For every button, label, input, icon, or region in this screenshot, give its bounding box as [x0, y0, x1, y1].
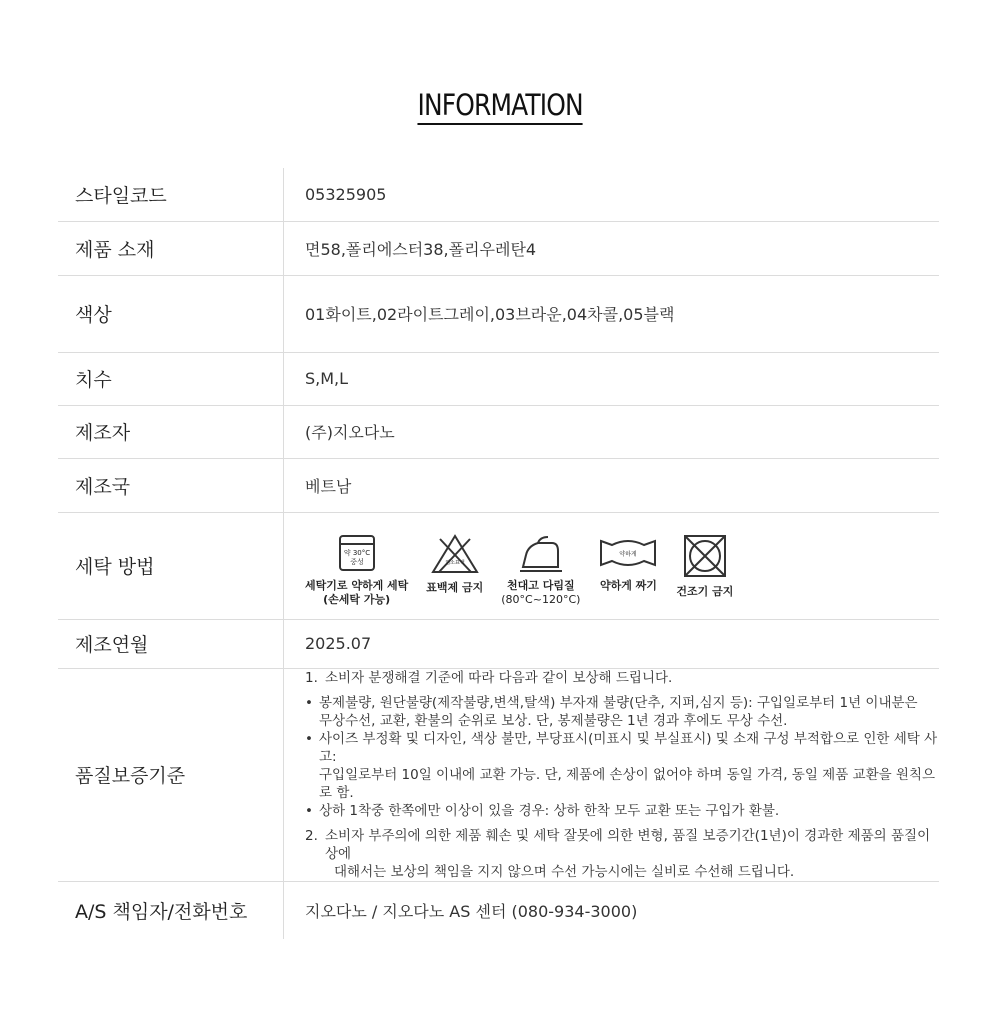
row-label: 스타일코드 — [58, 168, 284, 221]
wash-label-line: 천대고 다림질 — [507, 578, 575, 592]
bullet-line: 사이즈 부정확 및 디자인, 색상 불만, 부당표시(미표시 및 부실표시) 및 소재 구성 부적합으로 인한 세탁 사고: — [319, 730, 938, 765]
table-row — [58, 221, 939, 275]
quality-guarantee-text — [305, 669, 939, 881]
no-bleach-text: 염소표백 — [445, 559, 465, 566]
table-row — [58, 881, 939, 939]
no-bleach-icon — [430, 533, 480, 575]
no-tumble-dry-icon — [682, 533, 728, 579]
quality-item-text: 소비자 분쟁해결 기준에 따라 다음과 같이 보상해 드립니다. — [325, 669, 673, 686]
row-label: 색상 — [58, 275, 284, 352]
page-title-wrap — [0, 88, 1000, 125]
row-value: 면58,폴리에스터38,폴리우레탄4 — [305, 239, 537, 259]
row-label: 제품 소재 — [58, 221, 284, 275]
bullet-line: 구입일로부터 10일 이내에 교환 가능. 단, 제품에 손상이 없어야 하며 동일 가격, 동일 제품 교환을 원칙으로 함. — [319, 766, 936, 801]
wash-neutral-text: 중성 — [349, 557, 364, 566]
bullet-line: 상하 1착중 한쪽에만 이상이 있을 경우: 상하 한착 모두 교환 또는 구입가 환불. — [319, 802, 780, 819]
row-value: S,M,L — [305, 369, 349, 388]
table-row — [58, 619, 939, 668]
quality-item — [305, 827, 939, 881]
row-label: 제조연월 — [58, 619, 284, 668]
row-label: 품질보증기준 — [58, 668, 284, 881]
table-row — [58, 668, 939, 881]
quality-item-number: 1. — [305, 669, 318, 686]
row-value: 지오다노 / 지오다노 AS 센터 (080-934-3000) — [305, 901, 638, 921]
row-label: 세탁 방법 — [58, 512, 284, 619]
quality-bullet — [305, 694, 939, 730]
row-label: 치수 — [58, 352, 284, 405]
wash-item — [598, 533, 658, 593]
wash-item — [676, 533, 733, 599]
wash-label — [305, 579, 408, 607]
wash-item — [426, 533, 483, 595]
table-row — [58, 275, 939, 352]
iron-with-cloth-icon — [518, 533, 564, 573]
wash-label-line: (80°C~120°C) — [501, 592, 581, 606]
quality-bullet — [305, 802, 939, 820]
table-row — [58, 352, 939, 405]
table-row — [58, 168, 939, 221]
row-label: 제조국 — [58, 458, 284, 512]
wash-tub-30c-icon — [337, 533, 377, 573]
wash-method-cell — [284, 512, 940, 619]
bullet-line: 봉제불량, 원단불량(제작불량,변색,탈색) 부자재 불량(단추, 지퍼,심지 등): 구입일로부터 1년 이내분은 — [319, 694, 918, 711]
quality-guarantee-cell — [284, 668, 940, 881]
row-value: 베트남 — [305, 476, 352, 496]
wash-label — [676, 585, 733, 599]
wash-temp-text: 약 30°C — [343, 548, 370, 557]
quality-item — [305, 669, 939, 687]
row-value: 05325905 — [305, 184, 387, 204]
wash-item — [501, 533, 580, 607]
wash-label-line: 세탁기로 약하게 세탁 — [305, 578, 409, 592]
quality-item-line: 소비자 부주의에 의한 제품 훼손 및 세탁 잘못에 의한 변형, 품질 보증기간(1년)이 경과한 제품의 품질이상에 — [325, 827, 931, 862]
row-value: 01화이트,02라이트그레이,03브라운,04차콜,05블랙 — [305, 305, 675, 324]
wash-label-line: 건조기 금지 — [676, 584, 734, 598]
table-row — [58, 458, 939, 512]
quality-item-line: 대해서는 보상의 책임을 지지 않으며 수선 가능시에는 실비로 수선해 드립니다. — [334, 863, 795, 880]
wring-gently-icon — [598, 533, 658, 573]
row-label: A/S 책임자/전화번호 — [58, 881, 284, 939]
quality-bullet — [305, 730, 939, 802]
wash-label — [501, 579, 580, 607]
bullet-mark: • — [305, 694, 313, 711]
table-row — [58, 512, 939, 619]
wash-label — [426, 581, 483, 595]
bullet-mark: • — [305, 730, 313, 747]
wash-item — [305, 533, 408, 607]
row-label: 제조자 — [58, 405, 284, 458]
page-title: INFORMATION — [417, 88, 582, 125]
row-value: (주)지오다노 — [305, 423, 395, 442]
row-value: 2025.07 — [305, 634, 372, 653]
wash-label-line: 표백제 금지 — [426, 580, 484, 594]
wash-label-line: (손세탁 가능) — [323, 592, 391, 606]
wash-label — [600, 579, 657, 593]
quality-item-number: 2. — [305, 827, 318, 844]
bullet-mark: • — [305, 802, 313, 819]
table-row — [58, 405, 939, 458]
wash-icons — [305, 521, 939, 611]
wash-label-line: 약하게 짜기 — [599, 578, 657, 592]
product-info-table — [58, 168, 939, 939]
bullet-line: 무상수선, 교환, 환불의 순위로 보상. 단, 봉제불량은 1년 경과 후에도 무상 수선. — [319, 712, 788, 729]
wring-text: 약하게 — [619, 550, 638, 558]
